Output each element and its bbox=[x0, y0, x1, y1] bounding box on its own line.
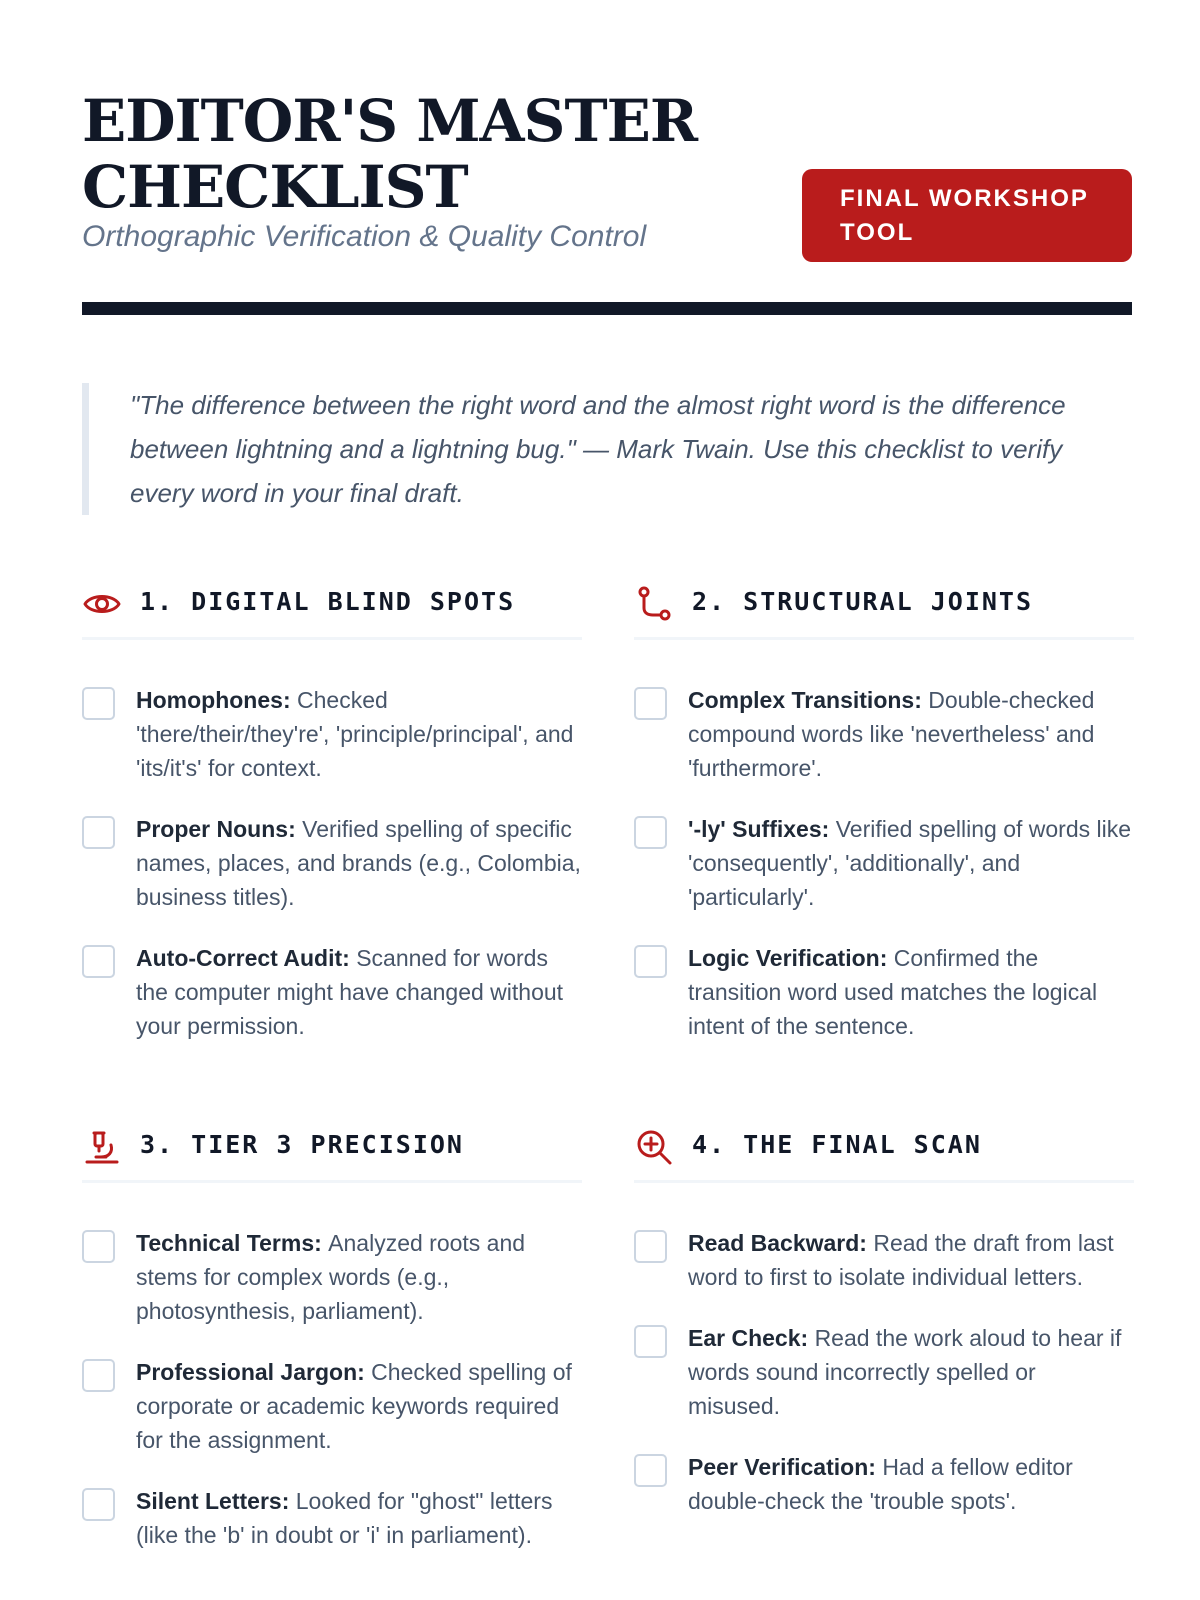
item-checkbox[interactable] bbox=[82, 1488, 115, 1521]
checklist-item bbox=[634, 941, 1134, 1043]
item-text: Read the work aloud to hear if words sound incorrectly spelled or misused. bbox=[688, 1325, 1122, 1419]
checklist bbox=[82, 1226, 582, 1552]
checklist-item bbox=[634, 1226, 1134, 1294]
item-label: Professional Jargon: bbox=[136, 1359, 372, 1385]
item-text: Verified spelling of specific names, places, and brands (e.g., Colombia, business titles). bbox=[136, 816, 581, 910]
section-the-final-scan bbox=[634, 1123, 1134, 1545]
item-checkbox[interactable] bbox=[82, 1359, 115, 1392]
item-label: Proper Nouns: bbox=[136, 816, 303, 842]
zoom-in-icon bbox=[634, 1127, 674, 1167]
section-structural-joints bbox=[634, 580, 1134, 1070]
checklist-item bbox=[82, 1355, 582, 1457]
checklist bbox=[82, 683, 582, 1043]
item-checkbox[interactable] bbox=[634, 687, 667, 720]
item-checkbox[interactable] bbox=[634, 1325, 667, 1358]
item-label: Read Backward: bbox=[688, 1230, 874, 1256]
item-text: Scanned for words the computer might have changed without your permission. bbox=[136, 945, 564, 1039]
workshop-badge: FINAL WORKSHOP TOOL bbox=[802, 169, 1132, 262]
item-label: Auto-Correct Audit: bbox=[136, 945, 357, 971]
item-text: Looked for "ghost" letters (like the 'b' in doubt or 'i' in parliament). bbox=[136, 1488, 553, 1548]
section-title: 2. STRUCTURAL JOINTS bbox=[692, 587, 1034, 616]
checklist-item bbox=[634, 1450, 1134, 1518]
section-header bbox=[82, 580, 582, 640]
checklist-item bbox=[634, 1321, 1134, 1423]
section-tier-3-precision bbox=[82, 1123, 582, 1579]
item-text: Checked 'there/their/they're', 'principle/principal', and 'its/it's' for context. bbox=[136, 687, 574, 781]
item-checkbox[interactable] bbox=[634, 816, 667, 849]
checklist-item bbox=[82, 1484, 582, 1552]
intro-quote: "The difference between the right word and the almost right word is the difference between lightning and a lightning bug." — Mark Twain. Use this checklist to verify every word in your final draft. bbox=[82, 383, 1132, 515]
item-label: Logic Verification: bbox=[688, 945, 894, 971]
item-label: Homophones: bbox=[136, 687, 297, 713]
checklist-item bbox=[82, 812, 582, 914]
section-digital-blind-spots bbox=[82, 580, 582, 1070]
section-header bbox=[82, 1123, 582, 1183]
item-text: Read the draft from last word to first to isolate individual letters. bbox=[688, 1230, 1114, 1290]
checklist-item bbox=[634, 683, 1134, 785]
page-subtitle: Orthographic Verification & Quality Control bbox=[82, 220, 647, 253]
item-checkbox[interactable] bbox=[82, 945, 115, 978]
eye-icon bbox=[82, 584, 122, 624]
page-header bbox=[82, 88, 1132, 288]
checklist bbox=[634, 1226, 1134, 1518]
item-label: Complex Transitions: bbox=[688, 687, 929, 713]
item-label: Technical Terms: bbox=[136, 1230, 329, 1256]
checklist-item bbox=[634, 812, 1134, 914]
checklist-item bbox=[82, 941, 582, 1043]
item-label: Ear Check: bbox=[688, 1325, 815, 1351]
item-checkbox[interactable] bbox=[634, 1230, 667, 1263]
section-header bbox=[634, 1123, 1134, 1183]
item-text: Analyzed roots and stems for complex words (e.g., photosynthesis, parliament). bbox=[136, 1230, 526, 1324]
item-text: Had a fellow editor double-check the 'trouble spots'. bbox=[688, 1454, 1073, 1514]
checklist bbox=[634, 683, 1134, 1043]
item-text: Checked spelling of corporate or academic keywords required for the assignment. bbox=[136, 1359, 572, 1453]
section-title: 4. THE FINAL SCAN bbox=[692, 1130, 982, 1159]
checklist-page bbox=[82, 0, 1132, 1600]
item-text: Double-checked compound words like 'nevertheless' and 'furthermore'. bbox=[688, 687, 1095, 781]
item-text: Confirmed the transition word used matches the logical intent of the sentence. bbox=[688, 945, 1098, 1039]
section-header bbox=[634, 580, 1134, 640]
header-divider bbox=[82, 302, 1132, 315]
section-title: 1. DIGITAL BLIND SPOTS bbox=[140, 587, 516, 616]
item-checkbox[interactable] bbox=[634, 945, 667, 978]
item-text: Verified spelling of words like 'consequently', 'additionally', and 'particularly'. bbox=[688, 816, 1132, 910]
item-checkbox[interactable] bbox=[82, 687, 115, 720]
item-label: Peer Verification: bbox=[688, 1454, 883, 1480]
item-checkbox[interactable] bbox=[82, 1230, 115, 1263]
item-checkbox[interactable] bbox=[82, 816, 115, 849]
section-title: 3. TIER 3 PRECISION bbox=[140, 1130, 464, 1159]
microscope-icon bbox=[82, 1127, 122, 1167]
page-title: EDITOR'S MASTER CHECKLIST bbox=[82, 87, 698, 221]
item-label: Silent Letters: bbox=[136, 1488, 296, 1514]
item-checkbox[interactable] bbox=[634, 1454, 667, 1487]
route-icon bbox=[634, 584, 674, 624]
checklist-item bbox=[82, 683, 582, 785]
item-label: '-ly' Suffixes: bbox=[688, 816, 836, 842]
checklist-item bbox=[82, 1226, 582, 1328]
